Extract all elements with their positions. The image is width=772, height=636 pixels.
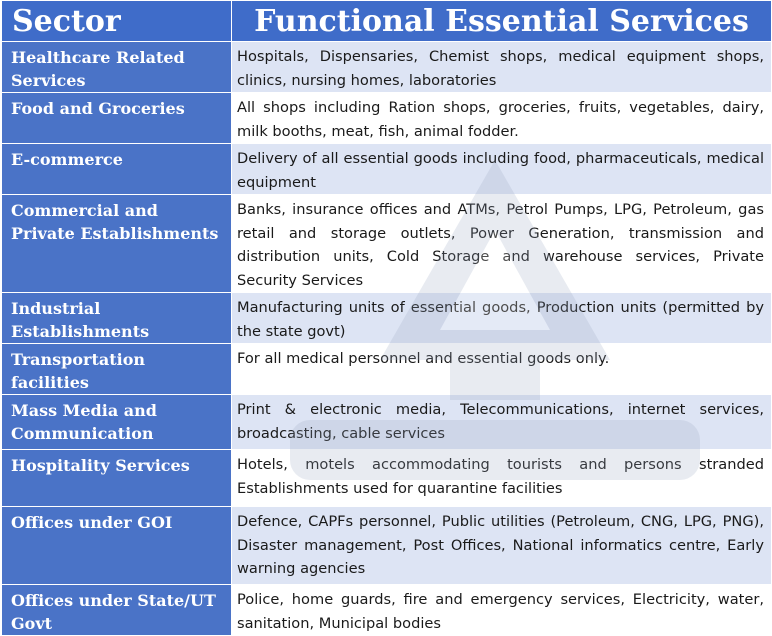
table-row	[2, 344, 772, 395]
sector-cell: Commercial and Private Establishments	[2, 195, 232, 293]
sector-cell: Transportation facilities	[2, 344, 232, 395]
table-row	[2, 395, 772, 450]
table-row	[2, 293, 772, 344]
sector-cell: Offices under State/UT Govt	[2, 585, 232, 636]
header-row	[2, 1, 772, 42]
table-row	[2, 507, 772, 585]
table-row	[2, 144, 772, 195]
services-cell: Police, home guards, fire and emergency services, Electricity, water, sanitation, Municipal bodies	[232, 585, 772, 636]
services-cell: Banks, insurance offices and ATMs, Petrol Pumps, LPG, Petroleum, gas retail and storage outlets, Power Generation, transmission and distribution units, Cold Storage and warehouse services, Private Security Services	[232, 195, 772, 293]
services-cell: Hotels, motels accommodating tourists and persons stranded Establishments used for quarantine facilities	[232, 450, 772, 507]
essential-services-table	[1, 0, 772, 636]
services-cell: All shops including Ration shops, groceries, fruits, vegetables, dairy, milk booths, meat, fish, animal fodder.	[232, 93, 772, 144]
sector-cell: Offices under GOI	[2, 507, 232, 585]
sector-cell: Industrial Establishments	[2, 293, 232, 344]
services-cell: Defence, CAPFs personnel, Public utilities (Petroleum, CNG, LPG, PNG), Disaster management, Post Offices, National informatics centre, Early warning agencies	[232, 507, 772, 585]
sector-cell: E-commerce	[2, 144, 232, 195]
header-services: Functional Essential Services	[232, 1, 772, 42]
table-row	[2, 585, 772, 636]
services-cell: Print & electronic media, Telecommunications, internet services, broadcasting, cable services	[232, 395, 772, 450]
table-row	[2, 195, 772, 293]
table-row	[2, 450, 772, 507]
table-row	[2, 93, 772, 144]
header-sector: Sector	[2, 1, 232, 42]
sector-cell: Food and Groceries	[2, 93, 232, 144]
sector-cell: Hospitality Services	[2, 450, 232, 507]
services-cell: Manufacturing units of essential goods, Production units (permitted by the state govt)	[232, 293, 772, 344]
sector-cell: Mass Media and Communication	[2, 395, 232, 450]
table-row	[2, 42, 772, 93]
services-cell: Hospitals, Dispensaries, Chemist shops, medical equipment shops, clinics, nursing homes, laboratories	[232, 42, 772, 93]
sector-cell: Healthcare Related Services	[2, 42, 232, 93]
services-cell: For all medical personnel and essential goods only.	[232, 344, 772, 395]
services-cell: Delivery of all essential goods including food, pharmaceuticals, medical equipment	[232, 144, 772, 195]
